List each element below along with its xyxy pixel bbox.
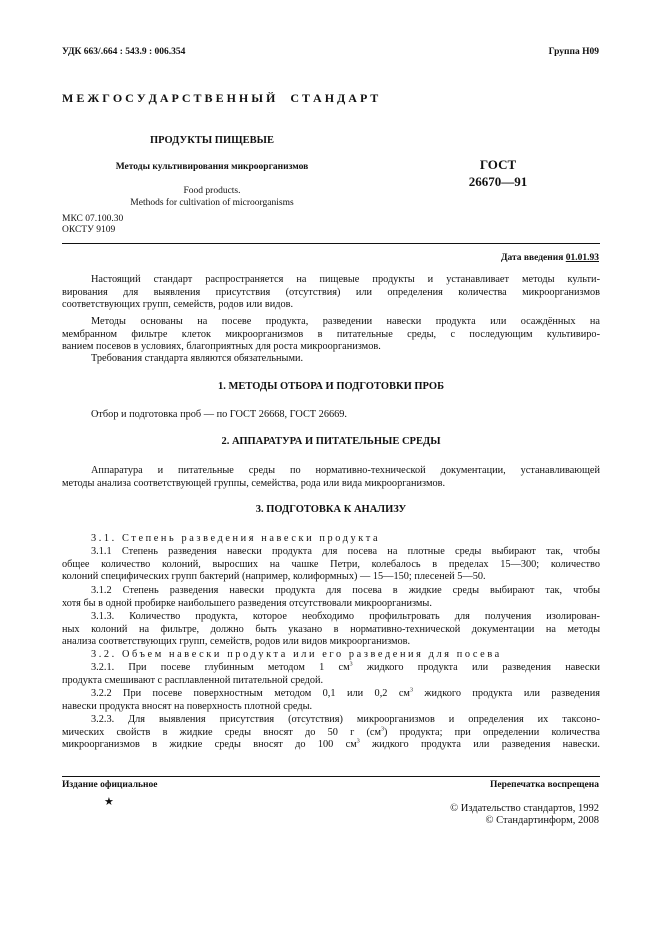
effective-date-label: Дата введения <box>500 253 564 263</box>
official-edition-label: Издание официальное <box>62 780 158 790</box>
paragraph-3-2-2: 3.2.2 При посеве поверхностным методом 0,1 или 0,2 $см^3$ жидкого продукта или разведения навески продукта вносят на поверхность плотной среды. <box>62 687 600 712</box>
section-1-heading: 1. МЕТОДЫ ОТБОРА И ПОДГОТОВКИ ПРОБ <box>217 381 445 392</box>
star-icon: ★ <box>104 796 114 808</box>
english-title-1: Food products. <box>183 186 241 196</box>
document-title: ПРОДУКТЫ ПИЩЕВЫЕ <box>150 135 274 146</box>
section-1-text: Отбор и подготовка проб — по ГОСТ 26668, ГОСТ 26669. <box>91 409 347 420</box>
gost-label: ГОСТ <box>479 157 517 172</box>
paragraph-3-1-2: 3.1.2 Степень разведения навески продукта для посева в жидкие среды выбирают так, чтобы хотя бы в одной пробирке наибольшего разведения отсутствовали микроорганизмы. <box>62 585 600 609</box>
subsection-3-1-heading: 3.1. Степень разведения навески продукта <box>91 533 381 544</box>
intro-paragraph-3: Требования стандарта являются обязательными. <box>91 353 304 364</box>
copyright-1: © Издательство стандартов, 1992 <box>450 803 599 814</box>
group-code: Группа Н09 <box>548 47 599 57</box>
document-subtitle: Методы культивирования микроорганизмов <box>115 162 309 172</box>
footer-rule <box>62 776 600 777</box>
english-title-2: Methods for cultivation of microorganisms <box>130 198 294 208</box>
section-3-heading: 3. ПОДГОТОВКА К АНАЛИЗУ <box>255 504 407 515</box>
paragraph-3-2-3: 3.2.3. Для выявления присутствия (отсутствия) микроорганизмов и определения их таксоно- мических свойств в жидкие среды вносят до 50 г $(см^3)$ продукта; при определении количества микроорганизмов в жидкие среды вносят до 100 $см^3$ жидкого продукта или разведения навески. <box>62 714 600 751</box>
gost-number: 26670—91 <box>468 174 528 189</box>
interstate-standard-banner: М Е Ж Г О С У Д А Р С Т В Е Н Н Ы Й С Т А Н Д А Р Т <box>62 91 379 105</box>
paragraph-3-1-1: 3.1.1 Степень разведения навески продукта для посева на плотные среды выбирают так, чтобы общее количество колоний, выросших на чашке Петри, колебалось в пределах 15—300; количество колоний специфических групп бактерий (например, колиформных) — 15—150; плесеней 5—50. <box>62 546 600 583</box>
mks-code: МКС 07.100.30 <box>62 214 124 224</box>
udk-code: УДК 663/.664 : 543.9 : 006.354 <box>62 47 186 57</box>
effective-date-value: 01.01.93 <box>565 253 599 263</box>
paragraph-3-1-3: 3.1.3. Количество продукта, которое необходимо профильтровать для получения изолирован- ных колоний на фильтре, должно быть указано в нормативно-технической документации на методы анализа соответствующих групп, семейств, родов или видов микроорганизмов. <box>62 611 600 648</box>
paragraph-3-2-1: 3.2.1. При посеве глубинным методом 1 $см^3$ жидкого продукта или разведения навески продукта смешивают с расплавленной питательной средой. <box>62 661 601 686</box>
reprint-prohibited-label: Перепечатка воспрещена <box>489 780 599 790</box>
copyright-2: © Стандартинформ, 2008 <box>485 815 599 826</box>
section-2-heading: 2. АППАРАТУРА И ПИТАТЕЛЬНЫЕ СРЕДЫ <box>221 436 441 447</box>
okstu-code: ОКСТУ 9109 <box>62 225 116 235</box>
section-2-text: Аппаратура и питательные среды по нормативно-технической документации, устанавливающей методы анализа соответствующей группы, семейства, рода или вида микроорганизмов. <box>62 465 600 489</box>
effective-date <box>501 253 599 263</box>
intro-paragraph-1: Настоящий стандарт распространяется на пищевые продукты и устанавливает методы культи- вирования для выявления присутствия (отсутствия) или определения количества микроорганизмов соответствующих групп, семейств, родов или видов. <box>62 274 600 311</box>
subsection-3-2-heading: 3.2. Объем навески продукта или его разведения для посева <box>91 649 502 660</box>
intro-paragraph-2: Методы основаны на посеве продукта, разведении навески продукта или осаждённых на мембранном фильтре клеток микроорганизмов в питательные среды, с последующим культивиро- ванием посевов в условиях, благоприятных для роста микроорганизмов. <box>62 316 600 353</box>
header-rule <box>62 243 600 244</box>
